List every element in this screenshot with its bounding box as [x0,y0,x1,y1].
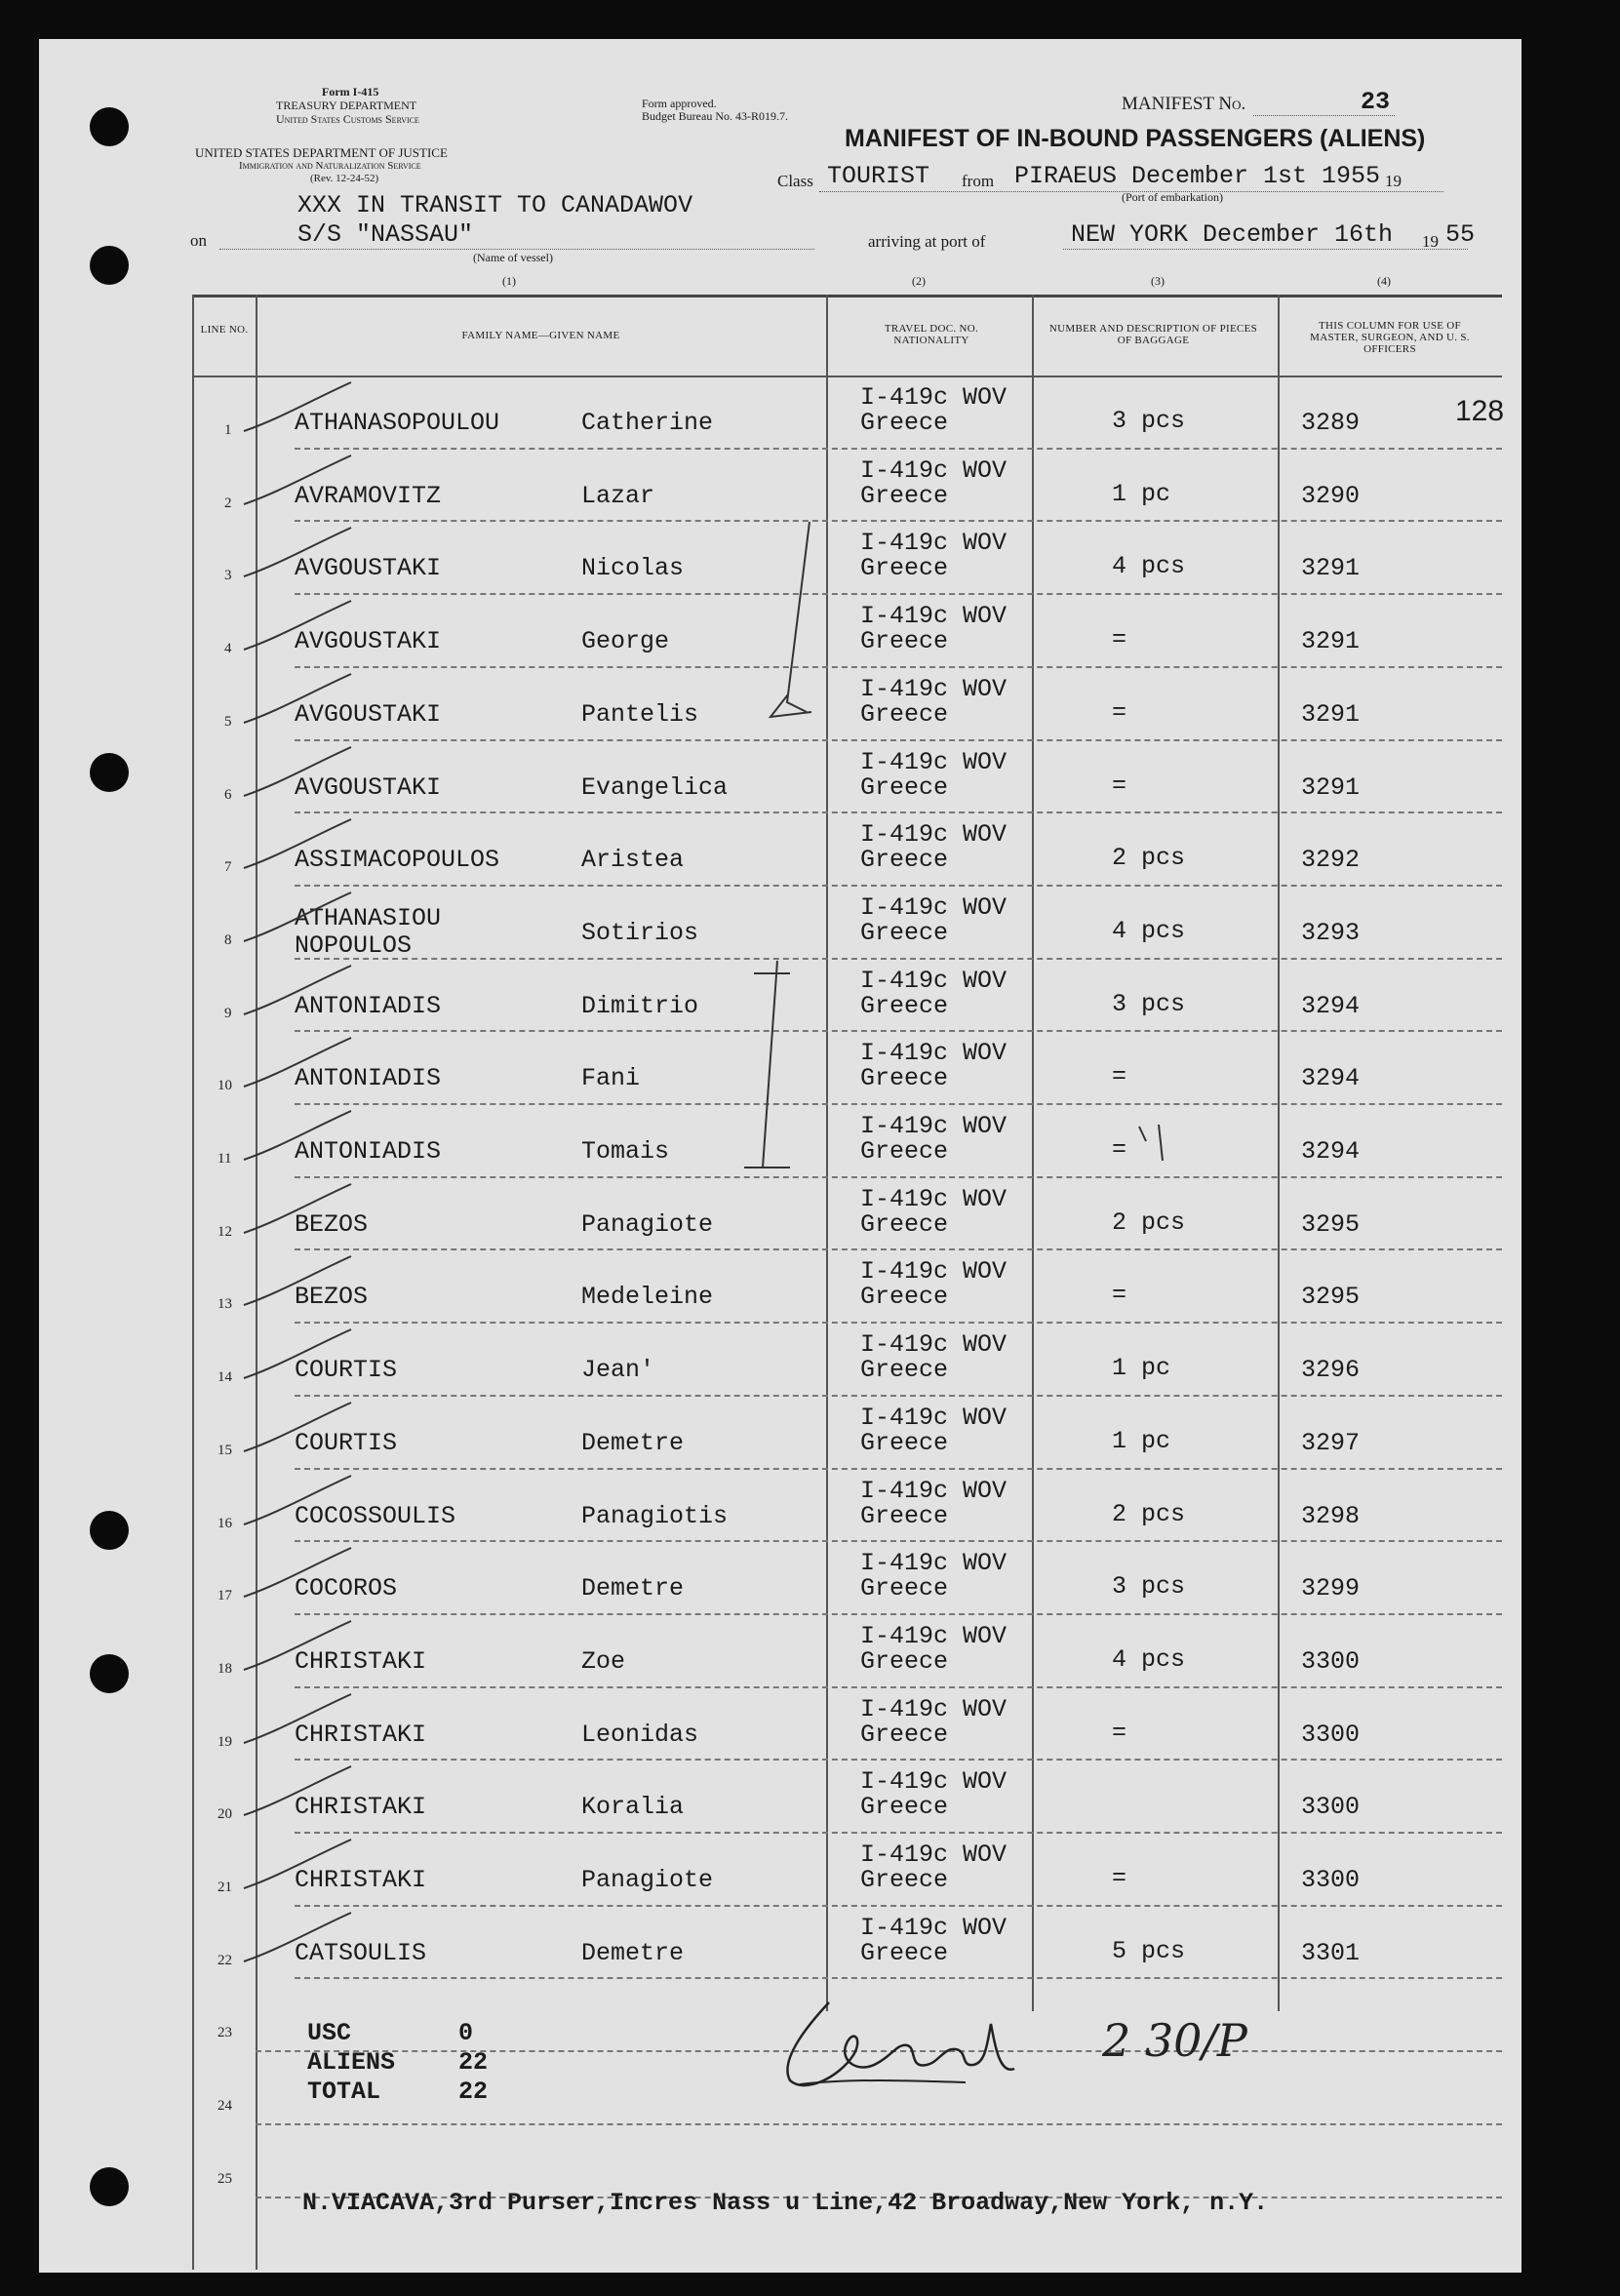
travel-doc: I-419c WOV [860,455,1008,485]
travel-doc: I-419c WOV [860,1039,1008,1068]
check-mark [224,1036,361,1094]
travel-doc: I-419c WOV [860,1112,1008,1140]
family-name: COCOSSOULIS [295,1501,456,1530]
line-number: 13 [217,1296,232,1313]
line-number: 12 [217,1223,232,1240]
check-mark [224,964,361,1022]
form-number: Form I-415 [322,85,379,99]
officer-code: 3295 [1301,1283,1361,1312]
line-number: 22 [217,1952,232,1968]
vessel-label: (Name of vessel) [473,251,553,264]
baggage: 5 pcs [1112,1936,1186,1965]
given-name: Leonidas [581,1720,699,1749]
line-number: 16 [217,1515,232,1531]
form-approved: Form approved. [642,97,717,110]
check-mark [224,1619,361,1678]
nationality: Greece [860,554,949,583]
given-name: Medeleine [581,1283,714,1312]
travel-doc: I-419c WOV [860,1621,1008,1650]
family-name: COURTIS [295,1428,398,1457]
officer-code: 3300 [1301,1793,1361,1822]
check-mark [224,599,361,657]
nationality: Greece [860,1793,949,1822]
officer-extra: 128 [1455,395,1505,427]
line-number: 24 [217,2098,232,2115]
immigration-service: Immigration and Naturalization Service [239,160,421,172]
baggage: 3 pcs [1112,1572,1186,1602]
officer-code: 3295 [1301,1209,1361,1239]
col-header-baggage: NUMBER AND DESCRIPTION OF PIECES OF BAGGAGE [1048,323,1258,346]
family-name: ATHANASIOU NOPOULOS [295,903,442,960]
travel-doc: I-419c WOV [860,602,1008,631]
nationality: Greece [860,1356,949,1385]
nationality: Greece [860,991,949,1020]
check-mark [224,1254,361,1313]
given-name: Lazar [581,481,655,510]
given-name: Fani [581,1064,641,1093]
travel-doc: I-419c WOV [860,1694,1008,1723]
totals-label: ALIENS [307,2048,396,2077]
baggage: 2 pcs [1112,1207,1186,1237]
officer-code: 3293 [1301,918,1361,947]
revision: (Rev. 12-24-52) [310,173,379,184]
col-header-officers: THIS COLUMN FOR USE OF MASTER, SURGEON, AND U. S. OFFICERS [1310,320,1470,355]
check-mark [224,1546,361,1604]
totals-value: 22 [458,2048,489,2077]
line-number: 7 [224,859,232,876]
from-value: PIRAEUS December 1st 1955 [1014,162,1381,190]
manifest-page [39,39,1521,2273]
totals-label: USC [307,2019,352,2047]
line-number: 23 [217,2025,232,2041]
col-num-3: (3) [1151,274,1165,288]
check-mark [224,1327,361,1386]
family-name: AVGOUSTAKI [295,772,442,802]
from-label: from [962,172,995,190]
family-name: AVGOUSTAKI [295,699,442,729]
officer-code: 3290 [1301,481,1361,510]
col-num-1: (1) [502,274,516,288]
travel-doc: I-419c WOV [860,1403,1008,1432]
travel-doc: I-419c WOV [860,1767,1008,1797]
family-name: CHRISTAKI [295,1793,427,1822]
baggage: 1 pc [1112,1426,1171,1455]
travel-doc: I-419c WOV [860,1476,1008,1505]
baggage: = [1112,697,1127,727]
baggage: = [1112,1135,1127,1164]
line-number: 5 [224,713,232,730]
nationality: Greece [860,1574,949,1603]
nationality: Greece [860,1720,949,1749]
nationality: Greece [860,918,949,947]
family-name: CATSOULIS [295,1938,427,1967]
given-name: George [581,627,670,656]
baggage: 3 pcs [1112,989,1186,1018]
department-of-justice: UNITED STATES DEPARTMENT OF JUSTICE [195,145,448,160]
line-number: 21 [217,1880,232,1895]
check-mark [224,1401,361,1459]
check-mark [224,1911,361,1969]
given-name: Sotirios [581,918,699,947]
check-mark [224,1838,361,1896]
family-name: BEZOS [295,1209,369,1239]
officer-code: 3294 [1301,1137,1361,1166]
col-header-travel-doc: TRAVEL DOC. NO. NATIONALITY [884,323,979,346]
class-label: Class [777,172,813,190]
baggage: 4 pcs [1112,1644,1186,1674]
check-mark [224,1109,361,1168]
family-name: ATHANASOPOULOU [295,409,500,437]
officer-code: 3292 [1301,846,1361,875]
given-name: Pantelis [581,699,699,729]
line-number: 2 [224,495,232,511]
check-mark [224,380,361,439]
travel-doc: I-419c WOV [860,892,1008,922]
baggage: 1 pc [1112,1354,1171,1383]
family-name: ASSIMACOPOULOS [295,846,500,875]
line-number: 25 [217,2170,232,2187]
given-name: Tomais [581,1137,670,1166]
officer-code: 3301 [1301,1938,1361,1967]
given-name: Catherine [581,409,714,437]
totals-value: 22 [458,2078,489,2106]
baggage: 3 pcs [1112,407,1186,435]
check-mark [224,1692,361,1751]
family-name: ANTONIADIS [295,1137,442,1166]
nationality: Greece [860,1866,949,1894]
baggage: = [1112,625,1127,654]
transit-text: XXX IN TRANSIT TO CANADAWOV [297,191,693,219]
family-name: COCOROS [295,1574,398,1603]
manifest-no-value: 23 [1361,88,1391,116]
travel-doc: I-419c WOV [860,1184,1008,1213]
officer-code: 3289 [1301,409,1361,437]
nationality: Greece [860,1137,949,1166]
nationality: Greece [860,1938,949,1967]
travel-doc: I-419c WOV [860,820,1008,850]
budget-bureau: Budget Bureau No. 43-R019.7. [642,109,788,123]
officer-code: 3300 [1301,1720,1361,1749]
col-num-2: (2) [912,274,926,288]
check-mark [224,817,361,876]
family-name: AVGOUSTAKI [295,554,442,583]
totals-label: TOTAL [307,2078,381,2106]
family-name: BEZOS [295,1283,369,1312]
travel-doc: I-419c WOV [860,383,1008,412]
travel-doc: I-419c WOV [860,966,1008,995]
baggage: = [1112,771,1127,800]
line-number: 6 [224,786,232,803]
officer-code: 3291 [1301,627,1361,656]
line-number: 17 [217,1588,232,1604]
nationality: Greece [860,1209,949,1239]
given-name: Aristea [581,846,685,875]
travel-doc: I-419c WOV [860,1549,1008,1578]
nationality: Greece [860,1283,949,1312]
check-mark [224,1474,361,1532]
travel-doc: I-419c WOV [860,1841,1008,1869]
baggage: 4 pcs [1112,552,1186,581]
given-name: Zoe [581,1646,626,1676]
officer-code: 3297 [1301,1428,1361,1457]
family-name: CHRISTAKI [295,1866,427,1894]
officer-code: 3299 [1301,1574,1361,1603]
family-name: AVGOUSTAKI [295,627,442,656]
baggage: 2 pcs [1112,1499,1186,1528]
line-number: 18 [217,1660,232,1677]
baggage: 1 pc [1112,479,1171,508]
travel-doc: I-419c WOV [860,1913,1008,1942]
given-name: Panagiotis [581,1501,729,1530]
family-name: COURTIS [295,1356,398,1385]
col-num-4: (4) [1377,274,1391,288]
check-mark [224,1182,361,1241]
officer-code: 3296 [1301,1356,1361,1385]
officer-code: 3291 [1301,772,1361,802]
family-name: CHRISTAKI [295,1720,427,1749]
check-mark [224,526,361,584]
officer-code: 3300 [1301,1646,1361,1676]
officer-code: 3291 [1301,554,1361,583]
nationality: Greece [860,846,949,875]
line-number: 14 [217,1369,232,1386]
nationality: Greece [860,1064,949,1093]
check-mark [224,745,361,804]
arriving-year: 55 [1445,220,1476,249]
signature-scrawl [761,1985,1083,2102]
given-name: Demetre [581,1574,685,1603]
baggage: 4 pcs [1112,916,1186,945]
given-name: Demetre [581,1938,685,1967]
officer-code: 3294 [1301,991,1361,1020]
check-mark [224,672,361,731]
given-name: Evangelica [581,772,729,802]
totals-value: 0 [458,2019,474,2047]
customs-service: United States Customs Service [276,112,419,126]
nationality: Greece [860,699,949,729]
nationality: Greece [860,627,949,656]
given-name: Panagiote [581,1866,714,1894]
line-number: 8 [224,931,232,948]
travel-doc: I-419c WOV [860,674,1008,703]
nationality: Greece [860,409,949,437]
line-number: 19 [217,1733,232,1750]
year-suffix: 19 [1385,172,1402,190]
nationality: Greece [860,772,949,802]
line-number: 10 [217,1078,232,1094]
given-name: Panagiote [581,1209,714,1239]
line-number: 1 [224,422,232,438]
family-name: ANTONIADIS [295,1064,442,1093]
check-mark [224,1764,361,1823]
manifest-no-label: MANIFEST No. [1122,94,1246,114]
family-name: AVRAMOVITZ [295,481,442,510]
col-header-line-no: LINE NO. [200,324,249,336]
line-number: 11 [217,1151,232,1167]
given-name: Nicolas [581,554,685,583]
given-name: Demetre [581,1428,685,1457]
officer-code: 3291 [1301,699,1361,729]
given-name: Koralia [581,1793,685,1822]
nationality: Greece [860,1501,949,1530]
col-header-name: FAMILY NAME—GIVEN NAME [461,330,620,341]
given-name: Jean' [581,1356,655,1385]
purser-footer: N.VIACAVA,3rd Purser,Incres Nass u Line,42 Broadway,New York, n.Y. [302,2189,1269,2217]
nationality: Greece [860,1428,949,1457]
line-number: 3 [224,568,232,584]
line-number: 15 [217,1442,232,1458]
arriving-value: NEW YORK December 16th [1071,220,1394,249]
officer-code: 3300 [1301,1866,1361,1894]
check-mark [224,891,361,949]
given-name: Dimitrio [581,991,699,1020]
baggage: = [1112,1864,1127,1892]
line-number: 9 [224,1005,232,1021]
port-of-embarkation-label: (Port of embarkation) [1122,190,1223,204]
baggage: 2 pcs [1112,844,1186,873]
baggage: = [1112,1718,1127,1747]
on-label: on [190,231,207,250]
vessel-value: S/S "NASSAU" [297,220,474,249]
travel-doc: I-419c WOV [860,747,1008,776]
travel-doc: I-419c WOV [860,1257,1008,1287]
manifest-title: MANIFEST OF IN-BOUND PASSENGERS (ALIENS) [845,125,1426,152]
line-number: 20 [217,1806,232,1823]
signature-note: 2 30/P [1102,2014,1247,2067]
treasury-department: TREASURY DEPARTMENT [276,99,417,112]
line-number: 4 [224,641,232,657]
travel-doc: I-419c WOV [860,1330,1008,1360]
baggage: = [1112,1281,1127,1310]
family-name: ANTONIADIS [295,991,442,1020]
class-value: TOURIST [827,162,930,190]
baggage: = [1112,1062,1127,1091]
arriving-year-prefix: 19 [1422,232,1439,251]
check-mark [224,454,361,512]
nationality: Greece [860,481,949,510]
nationality: Greece [860,1646,949,1676]
officer-code: 3294 [1301,1064,1361,1093]
officer-code: 3298 [1301,1501,1361,1530]
travel-doc: I-419c WOV [860,529,1008,558]
family-name: CHRISTAKI [295,1646,427,1676]
arriving-label: arriving at port of [868,232,986,251]
